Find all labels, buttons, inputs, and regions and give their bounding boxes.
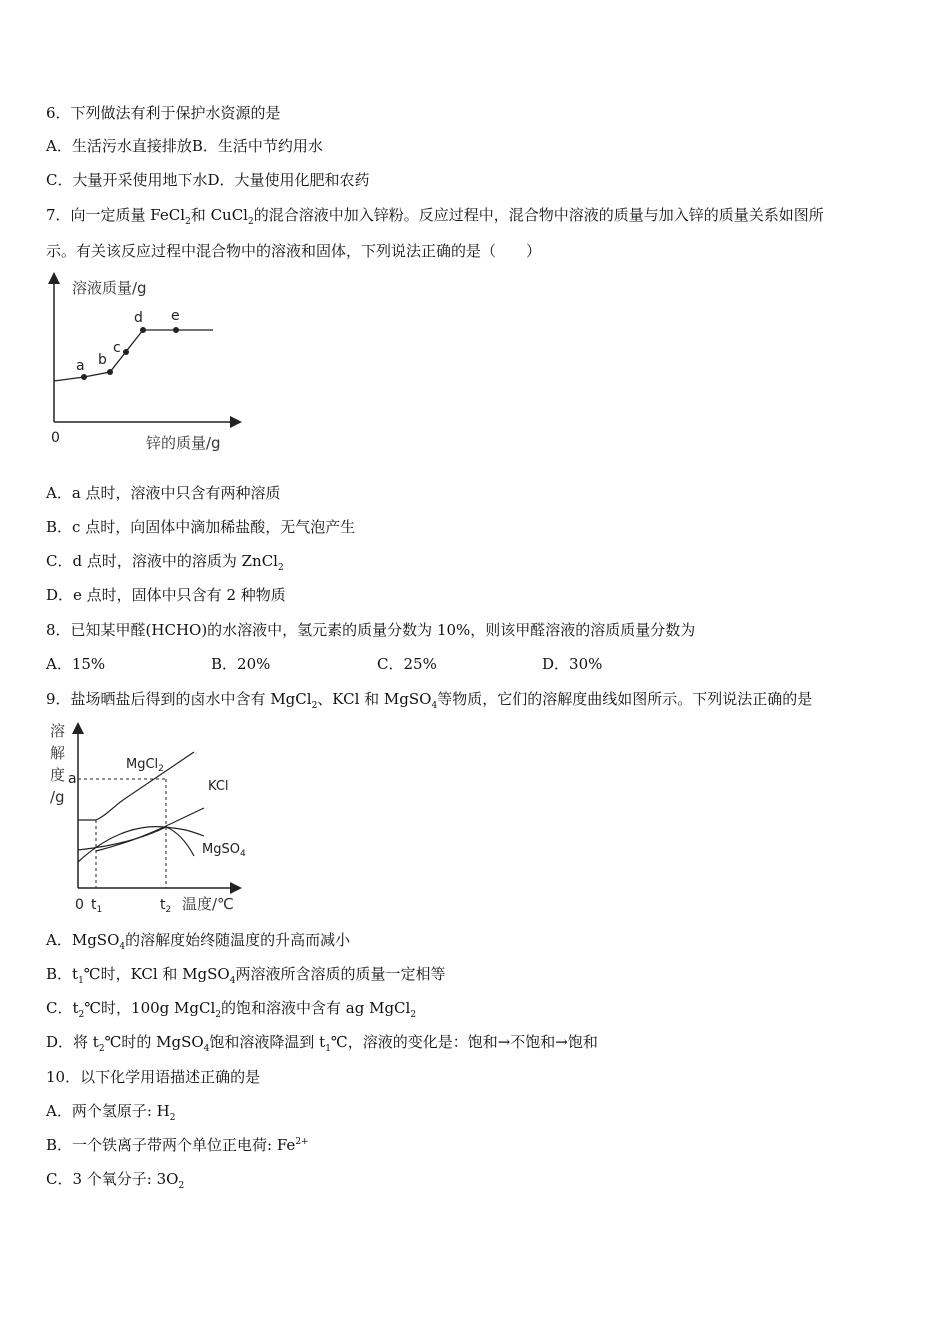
q9-kcl-label: KCl <box>208 779 229 794</box>
q7-option-b[interactable]: B．c 点时，向固体中滴加稀盐酸，无气泡产生 <box>46 518 356 536</box>
q6-option-a[interactable]: A．生活污水直接排放 <box>46 137 192 155</box>
q9-option-d[interactable]: D．将 $t_2℃$时的 MgSO$_4$饱和溶液降温到 $t_1℃$，溶液的变化是：饱和→不饱和→饱和 <box>46 1033 598 1054</box>
q8-option-a[interactable]: A．15% <box>46 655 106 673</box>
q7-x-label: 锌的质量/g <box>146 434 221 452</box>
q6-option-d[interactable]: D．大量使用化肥和农药 <box>207 171 370 189</box>
q9-mgcl2-label: MgCl$_2$ <box>126 757 164 774</box>
q7-option-a[interactable]: A．a 点时，溶液中只含有两种溶质 <box>46 484 281 502</box>
q10-option-b[interactable]: B．一个铁离子带两个单位正电荷: $Fe^{2+}$ <box>46 1136 309 1154</box>
q9-y-label-1: 溶 <box>50 722 66 740</box>
q10-option-c[interactable]: C．3 个氧分子: $3O_2$ <box>46 1170 185 1191</box>
q9-t2-label: $t_2$ <box>160 897 172 915</box>
q9-curve-mgso4 <box>78 827 194 856</box>
q9-a-label: a <box>68 771 77 787</box>
q7-label-e: e <box>171 308 180 324</box>
q7-point-c <box>123 349 129 355</box>
q9-option-a[interactable]: A．MgSO$_4$的溶解度始终随温度的升高而减小 <box>46 931 351 952</box>
q9-option-b[interactable]: B．$t_1℃$时，KCl 和 MgSO$_4$两溶液所含溶质的质量一定相等 <box>46 965 446 986</box>
q8-option-b[interactable]: B．20% <box>211 655 271 673</box>
q9-origin: 0 <box>75 897 84 913</box>
q7-option-c[interactable]: C．d 点时，溶液中的溶质为 ZnCl$_2$ <box>46 552 284 573</box>
q9-option-c[interactable]: C．$t_2℃$时，100g MgCl$_2$的饱和溶液中含有 ag MgCl$_2$ <box>46 999 417 1020</box>
q8-option-c[interactable]: C．25% <box>377 655 437 673</box>
q9-solubility-chart <box>44 716 254 918</box>
q9-x-label: 温度/℃ <box>182 895 234 913</box>
q7-label-b: b <box>98 352 107 368</box>
q7-label-d: d <box>134 310 143 326</box>
q8-option-d[interactable]: D．30% <box>542 655 603 673</box>
q9-y-label-4: /g <box>50 788 65 806</box>
q7-point-b <box>107 369 113 375</box>
q7-point-a <box>81 374 87 380</box>
q9-curve-kcl <box>78 827 204 862</box>
q6-stem: 6．下列做法有利于保护水资源的是 <box>46 104 281 122</box>
q9-mgso4-label: MgSO$_4$ <box>202 842 246 859</box>
q7-option-d[interactable]: D．e 点时，固体中只含有 2 种物质 <box>46 586 286 604</box>
q7-stem-line2: 示。有关该反应过程中混合物中的溶液和固体，下列说法正确的是（ ） <box>46 242 542 260</box>
q7-point-e <box>173 327 179 333</box>
q7-point-d <box>140 327 146 333</box>
q9-t1-label: $t_1$ <box>91 897 103 915</box>
q10-stem: 10．以下化学用语描述正确的是 <box>46 1068 261 1086</box>
q7-label-a: a <box>76 358 85 374</box>
q6-option-c[interactable]: C．大量开采使用地下水 <box>46 171 208 189</box>
q7-zinc-chart <box>40 270 250 460</box>
q9-stem: 9．盐场晒盐后得到的卤水中含有 MgCl$_2$、KCl 和 MgSO$_4$等物质，它们的溶解度曲线如图所示。下列说法正确的是 <box>46 690 813 711</box>
q10-option-a[interactable]: A．两个氢原子: $H_2$ <box>46 1102 176 1123</box>
q7-label-c: c <box>113 340 121 356</box>
q6-options-row1 <box>46 136 323 156</box>
q7-y-label: 溶液质量/g <box>72 279 147 297</box>
q9-y-label-3: 度 <box>50 766 66 784</box>
q6-option-b[interactable]: B．生活中节约用水 <box>191 137 323 155</box>
q8-stem: 8．已知某甲醛(HCHO)的水溶液中，氢元素的质量分数为 10%，则该甲醛溶液的溶质质量分数为 <box>46 621 696 639</box>
q9-y-label-2: 解 <box>50 744 66 762</box>
q6-options-row2 <box>46 170 370 190</box>
q7-stem-line1: 7．向一定质量 FeCl$_2$和 CuCl$_2$的混合溶液中加入锌粉。反应过程中，混合物中溶液的质量与加入锌的质量关系如图所 <box>46 206 824 227</box>
q7-origin: 0 <box>51 430 60 446</box>
